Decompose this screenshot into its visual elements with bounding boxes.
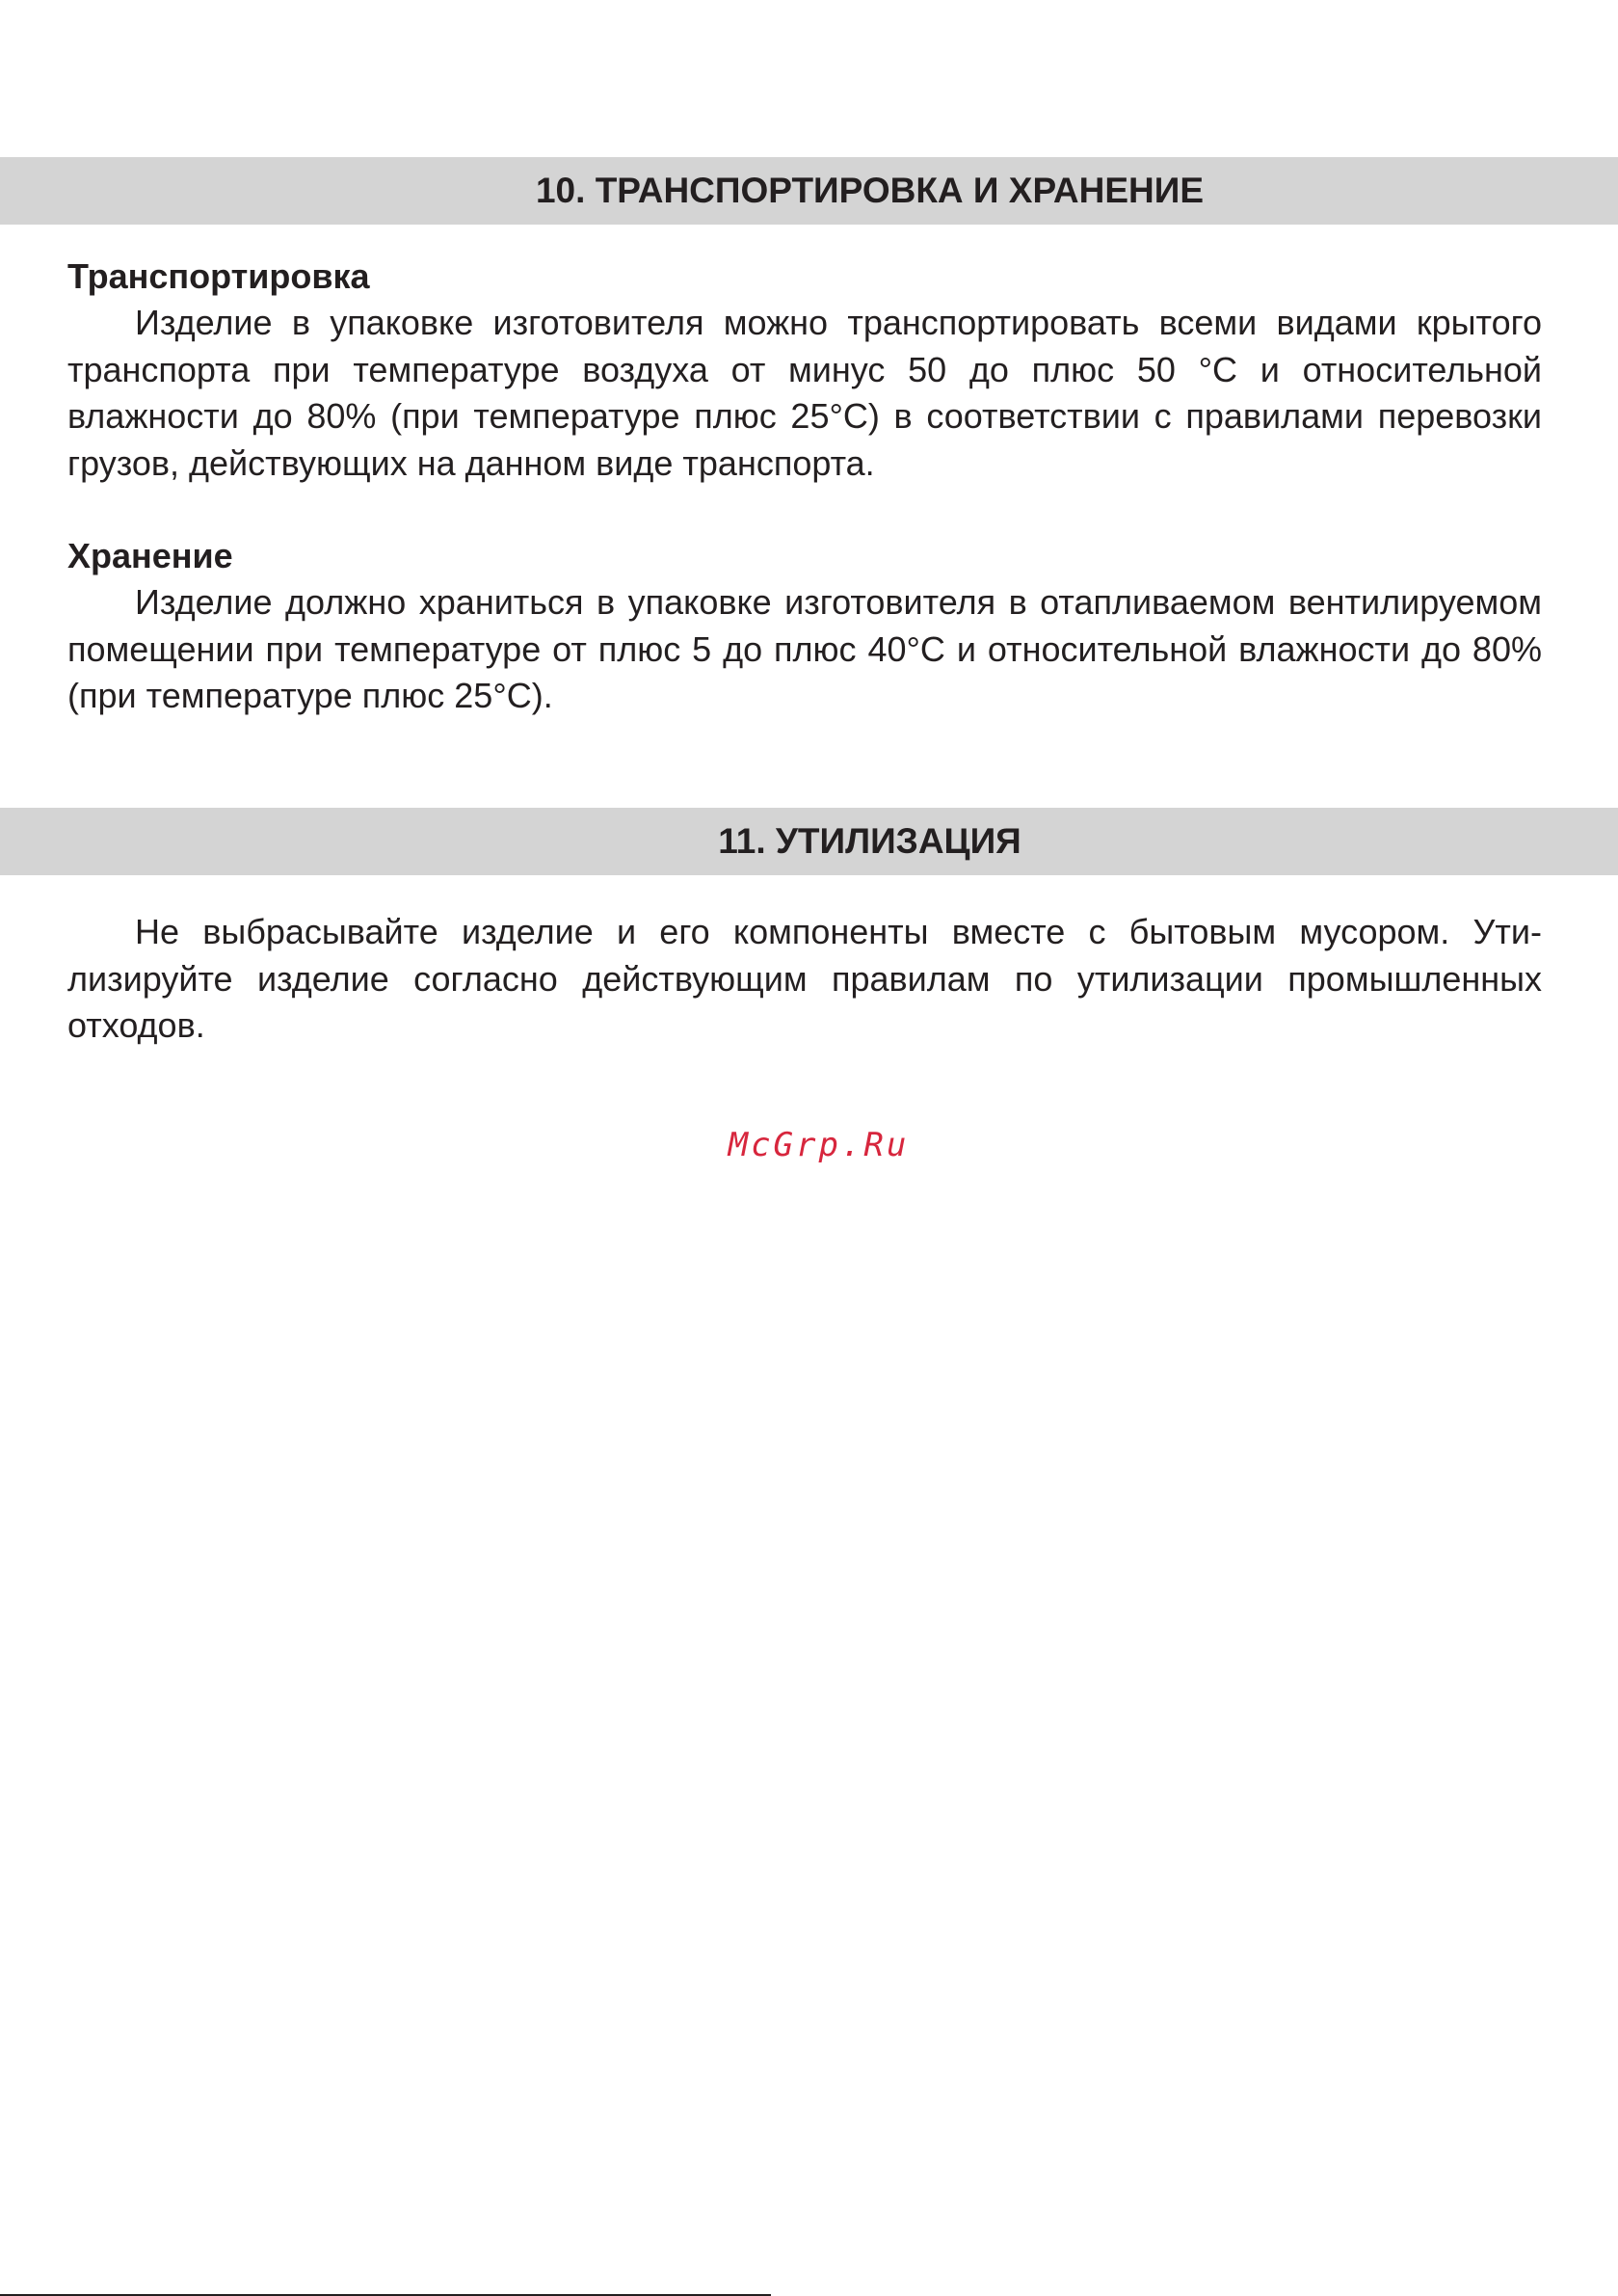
- subsection-heading-storage: Хранение: [67, 536, 233, 575]
- watermark: [0, 1126, 1618, 1164]
- paragraph-storage: Изделие должно храниться в упаковке изготовителя в отапливаемом вентилируемом помещении при температуре от плюс 5 до плюс 40°С и относительной влажности до 80% (при температуре плюс 25°С).: [67, 582, 1542, 715]
- paragraph-disposal: Не выбрасывайте изделие и его компоненты вместе с бытовым мусором. Утилизируйте изделие согласно действующим правилам по утилизации промышленных отходов.: [67, 912, 1542, 1045]
- section-title: 11. УТИЛИЗАЦИЯ: [718, 821, 1021, 861]
- section-title: 10. ТРАНСПОРТИРОВКА И ХРАНЕНИЕ: [535, 171, 1205, 210]
- paragraph-transport: Изделие в упаковке изготовителя можно транспортировать всеми видами крытого транспорта при температуре воздуха от минус 50 до плюс 50 °С и относительной влажности до 80% (при температуре плюс 25°С) в соответствии с правилами перевозки грузов, действующих на данном виде транспорта.: [67, 303, 1542, 483]
- section-header-disposal: [0, 808, 1618, 875]
- watermark-text: McGrp.Ru: [728, 1126, 910, 1164]
- section-header-transport-storage: [0, 157, 1618, 225]
- subsection-heading-transport: Транспортировка: [67, 256, 370, 296]
